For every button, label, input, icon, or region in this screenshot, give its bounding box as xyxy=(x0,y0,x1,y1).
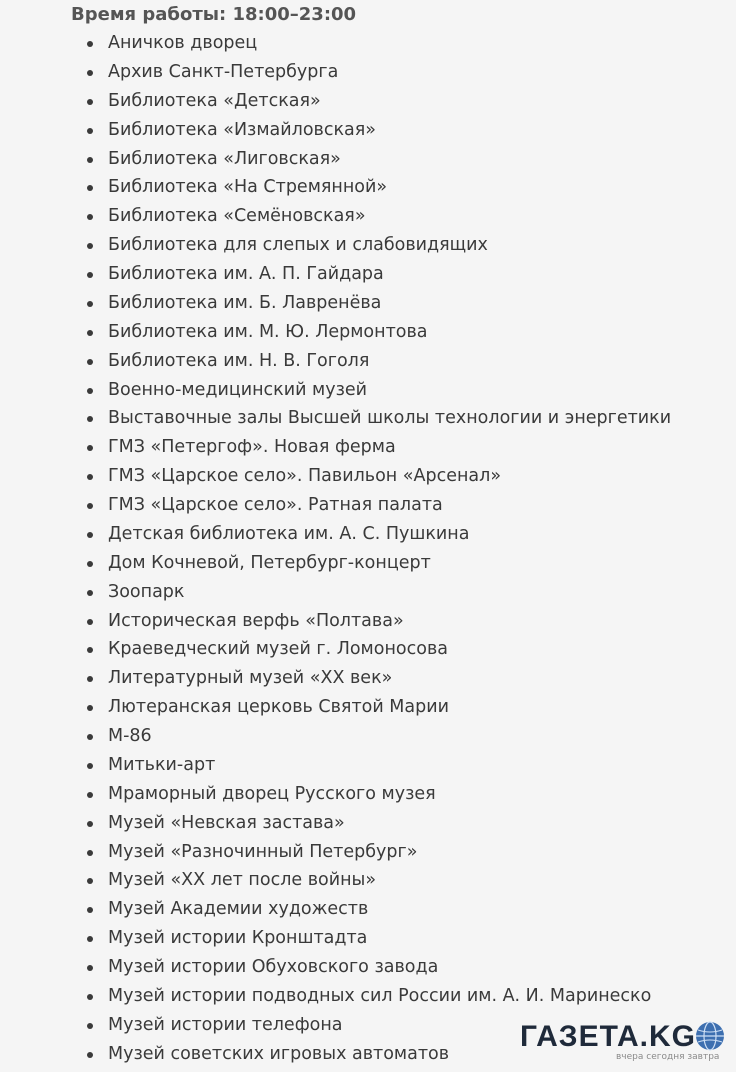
venue-list xyxy=(0,29,671,1069)
venue-list-item: Дом Кочневой, Петербург-концерт xyxy=(0,549,671,578)
working-hours-heading: Время работы: 18:00–23:00 xyxy=(71,4,357,25)
venue-list-item: Библиотека «Лиговская» xyxy=(0,145,671,174)
venue-list-item: М-86 xyxy=(0,722,671,751)
venue-list-item: Библиотека для слепых и слабовидящих xyxy=(0,231,671,260)
venue-list-item: ГМЗ «Петергоф». Новая ферма xyxy=(0,433,671,462)
venue-list-item: Историческая верфь «Полтава» xyxy=(0,607,671,636)
venue-list-item: Музей советских игровых автоматов xyxy=(0,1040,671,1069)
venue-list-item: Библиотека «Измайловская» xyxy=(0,116,671,145)
venue-list-item: Библиотека им. Б. Лавренёва xyxy=(0,289,671,318)
venue-list-item: ГМЗ «Царское село». Ратная палата xyxy=(0,491,671,520)
venue-list-item: Лютеранская церковь Святой Марии xyxy=(0,693,671,722)
venue-list-item: Мраморный дворец Русского музея xyxy=(0,780,671,809)
venue-list-item: Библиотека «Семёновская» xyxy=(0,202,671,231)
venue-list-item: Музей истории Кронштадта xyxy=(0,924,671,953)
venue-list-item: Музей истории подводных сил России им. А. И. Маринеско xyxy=(0,982,671,1011)
venue-list-item: ГМЗ «Царское село». Павильон «Арсенал» xyxy=(0,462,671,491)
venue-list-item: Детская библиотека им. А. С. Пушкина xyxy=(0,520,671,549)
venue-list-item: Митьки-арт xyxy=(0,751,671,780)
venue-list-item: Библиотека «Детская» xyxy=(0,87,671,116)
venue-list-item: Библиотека им. Н. В. Гоголя xyxy=(0,347,671,376)
venue-list-item: Библиотека им. А. П. Гайдара xyxy=(0,260,671,289)
venue-list-item: Архив Санкт-Петербурга xyxy=(0,58,671,87)
venue-list-item: Краеведческий музей г. Ломоносова xyxy=(0,635,671,664)
venue-list-item: Зоопарк xyxy=(0,578,671,607)
venue-list-item: Библиотека «На Стремянной» xyxy=(0,173,671,202)
venue-list-item: Музей истории Обуховского завода xyxy=(0,953,671,982)
venue-list-item: Музей «Невская застава» xyxy=(0,809,671,838)
globe-icon xyxy=(694,1020,726,1052)
venue-list-item: Музей истории телефона xyxy=(0,1011,671,1040)
watermark-name: ГАЗЕТА.KG xyxy=(520,1020,697,1053)
watermark-logo xyxy=(516,1018,728,1066)
venue-list-item: Выставочные залы Высшей школы технологии и энергетики xyxy=(0,404,671,433)
venue-list-item: Литературный музей «ХХ век» xyxy=(0,664,671,693)
venue-list-item: Военно-медицинский музей xyxy=(0,376,671,405)
venue-list-item: Музей Академии художеств xyxy=(0,895,671,924)
venue-list-item: Музей «ХХ лет после войны» xyxy=(0,866,671,895)
venue-list-item: Аничков дворец xyxy=(0,29,671,58)
venue-list-item: Музей «Разночинный Петербург» xyxy=(0,838,671,867)
venue-list-item: Библиотека им. М. Ю. Лермонтова xyxy=(0,318,671,347)
watermark-tagline: вчера сегодня завтра xyxy=(616,1052,720,1062)
